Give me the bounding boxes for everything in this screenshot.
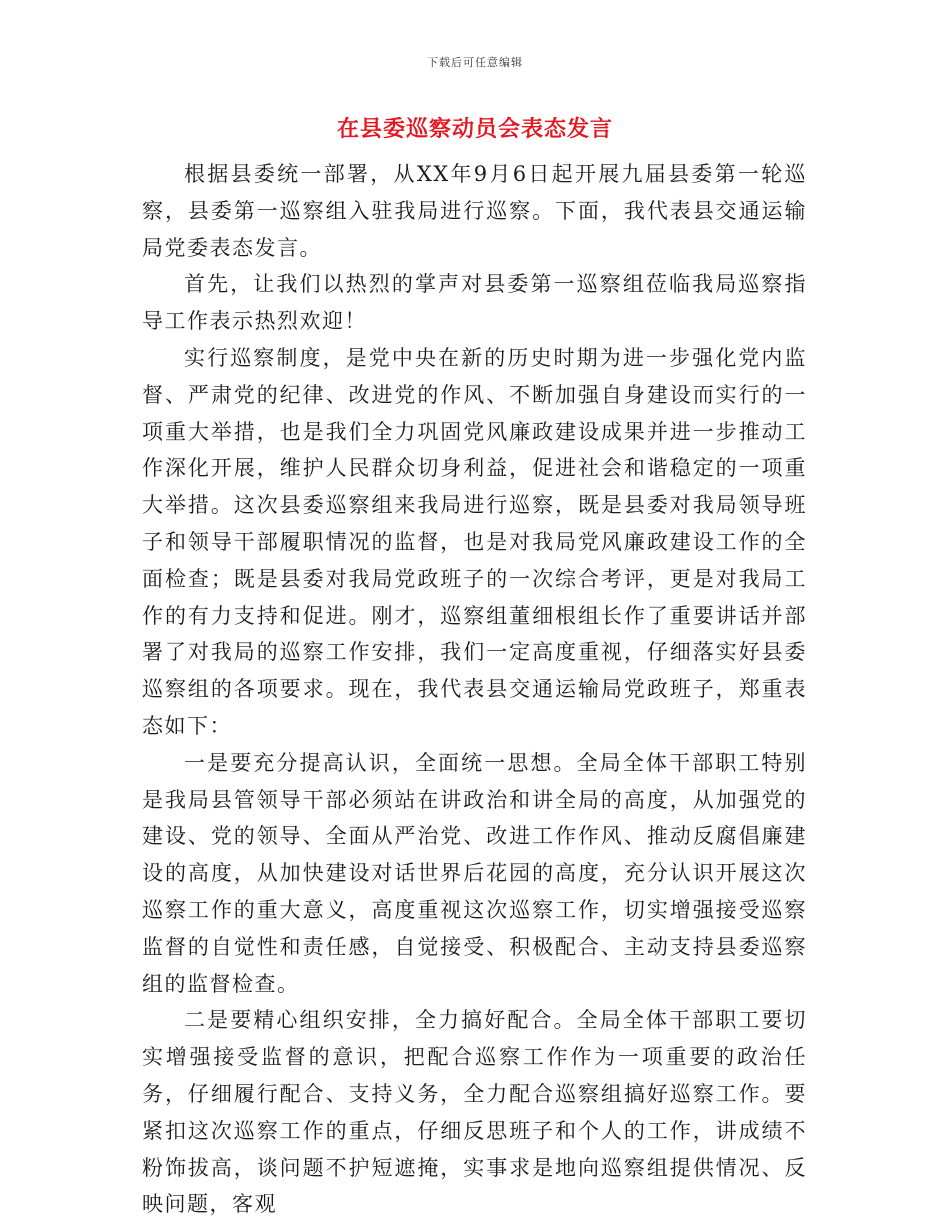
document-body [142, 156, 807, 1223]
paragraph-3: 实行巡察制度，是党中央在新的历史时期为进一步强化党内监督、严肃党的纪律、改进党的作风、不断加强自身建设而实行的一项重大举措，也是我们全力巩固党风廉政建设成果并进一步推动工作深化开展，维护人民群众切身利益，促进社会和谐稳定的一项重大举措。这次县委巡察组来我局进行巡察，既是县委对我局领导班子和领导干部履职情况的监督，也是对我局党风廉政建设工作的全面检查；既是县委对我局党政班子的一次综合考评，更是对我局工作的有力支持和促进。刚才，巡察组董细根组长作了重要讲话并部署了对我局的巡察工作安排，我们一定高度重视，仔细落实好县委巡察组的各项要求。现在，我代表县交通运输局党政班子，郑重表态如下： [142, 345, 807, 738]
paragraph-1: 根据县委统一部署，从XX年9月6日起开展九届县委第一轮巡察，县委第一巡察组入驻我局进行巡察。下面，我代表县交通运输局党委表态发言。 [142, 162, 807, 260]
paragraph-2: 首先，让我们以热烈的掌声对县委第一巡察组莅临我局巡察指导工作表示热烈欢迎！ [142, 272, 807, 334]
page-title: 在县委巡察动员会表态发言 [336, 117, 613, 142]
paragraph-4: 一是要充分提高认识，全面统一思想。全局全体干部职工特别是我局县管领导干部必须站在讲政治和讲全局的高度，从加强党的建设、党的领导、全面从严治党、改进工作作风、推动反腐倡廉建设的高度，从加快建设对话世界后花园的高度，充分认识开展这次巡察工作的重大意义，高度重视这次巡察工作，切实增强接受巡察监督的自觉性和责任感，自觉接受、积极配合、主动支持县委巡察组的监督检查。 [142, 750, 807, 996]
download-note: 下载后可任意编辑 [427, 56, 523, 69]
paragraph-5: 二是要精心组织安排，全力搞好配合。全局全体干部职工要切实增强接受监督的意识，把配合巡察工作作为一项重要的政治任务，仔细履行配合、支持义务，全力配合巡察组搞好巡察工作。要紧扣这次巡察工作的重点，仔细反思班子和个人的工作，讲成绩不粉饰拔高，谈问题不护短遮掩，实事求是地向巡察组提供情况、反映问题，客观 [142, 1008, 807, 1217]
